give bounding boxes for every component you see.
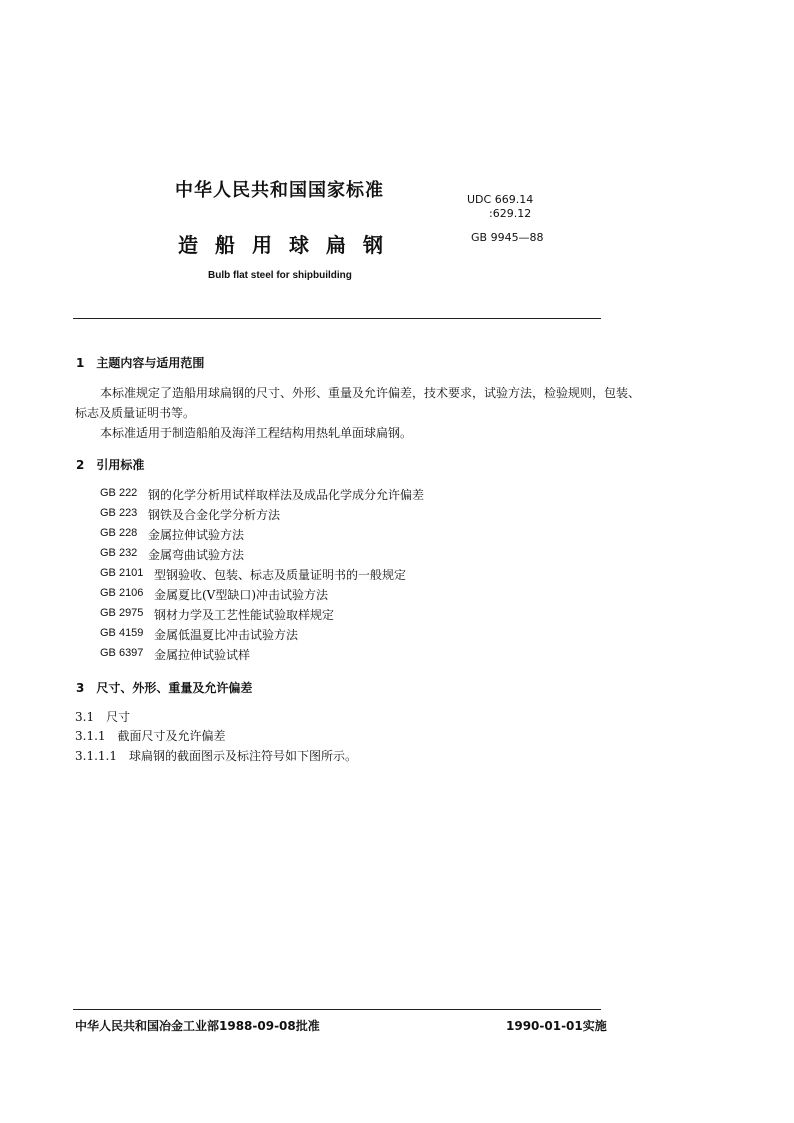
subsection-3-1-1-1: 3.1.1.1 球扁钢的截面图示及标注符号如下图所示。 xyxy=(75,749,357,763)
udc-code-line2: :629.12 xyxy=(489,207,532,220)
section-1-para1-line1: 本标准规定了造船用球扁钢的尺寸、外形、重量及允许偏差，技术要求，试验方法，检验规则，包装、 xyxy=(100,386,641,400)
ref-title: 金属夏比(V型缺口)冲击试验方法 xyxy=(154,588,329,602)
subsection-3-1-1: 3.1.1 截面尺寸及允许偏差 xyxy=(75,729,226,743)
gb-number: GB 9945—88 xyxy=(471,231,544,244)
document-title: 造船用球扁钢 xyxy=(178,233,400,257)
ref-code: GB 2101 xyxy=(100,567,144,579)
english-title: Bulb flat steel for shipbuilding xyxy=(208,270,352,281)
section-3-heading: 3 尺寸、外形、重量及允许偏差 xyxy=(76,681,253,695)
ref-code: GB 2975 xyxy=(100,607,144,619)
ref-code: GB 2106 xyxy=(100,587,144,599)
ref-code: GB 6397 xyxy=(100,647,144,659)
ref-title: 型钢验收、包装、标志及质量证明书的一般规定 xyxy=(154,568,407,582)
ref-code: GB 223 xyxy=(100,507,138,519)
ref-title: 金属拉伸试验试样 xyxy=(154,648,251,662)
ref-code: GB 222 xyxy=(100,487,138,499)
approval-line: 中华人民共和国冶金工业部1988-09-08批准 xyxy=(75,1019,320,1033)
ref-title: 金属低温夏比冲击试验方法 xyxy=(154,628,299,642)
ref-code: GB 4159 xyxy=(100,627,144,639)
subsection-3-1: 3.1 尺寸 xyxy=(75,710,131,724)
footer-divider xyxy=(73,1009,601,1010)
ref-title: 金属拉伸试验方法 xyxy=(148,528,245,542)
national-standard-heading: 中华人民共和国国家标准 xyxy=(175,180,384,201)
ref-code: GB 232 xyxy=(100,547,138,559)
ref-title: 金属弯曲试验方法 xyxy=(148,548,245,562)
udc-code-line1: UDC 669.14 xyxy=(467,193,534,206)
implementation-date: 1990-01-01实施 xyxy=(506,1019,607,1033)
section-1-para2: 本标准适用于制造船舶及海洋工程结构用热轧单面球扁钢。 xyxy=(100,426,413,440)
ref-title: 钢的化学分析用试样取样法及成品化学成分允许偏差 xyxy=(148,488,425,502)
ref-code: GB 228 xyxy=(100,527,138,539)
ref-title: 钢材力学及工艺性能试验取样规定 xyxy=(154,608,335,622)
section-1-para1-line2: 标志及质量证明书等。 xyxy=(75,406,196,420)
header-divider xyxy=(73,318,601,319)
section-2-heading: 2 引用标准 xyxy=(76,458,145,472)
section-1-heading: 1 主题内容与适用范围 xyxy=(76,356,205,370)
ref-title: 钢铁及合金化学分析方法 xyxy=(148,508,281,522)
